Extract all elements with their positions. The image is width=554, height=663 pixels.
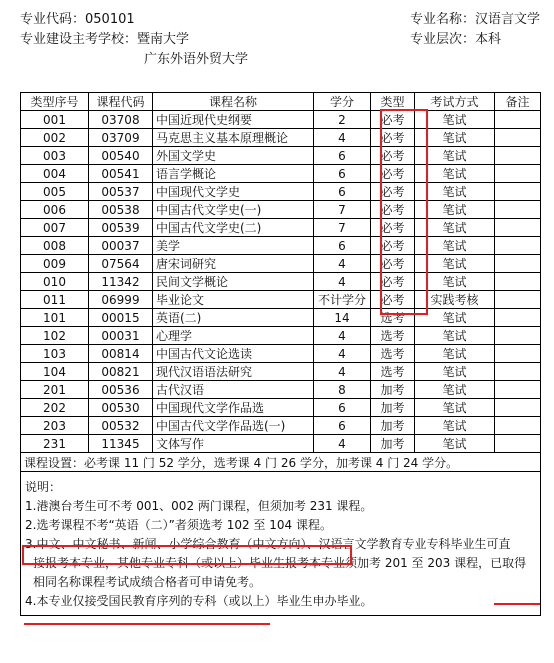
cell-seq: 009	[21, 255, 89, 273]
table-row	[21, 381, 541, 399]
table-row	[21, 111, 541, 129]
cell-seq: 010	[21, 273, 89, 291]
cell-exam: 笔试	[415, 147, 495, 165]
cell-remark	[495, 399, 541, 417]
cell-type: 选考	[371, 363, 415, 381]
cell-name: 中国古代文学作品选(一)	[153, 417, 314, 435]
cell-name: 马克思主义基本原理概论	[153, 129, 314, 147]
cell-exam: 笔试	[415, 129, 495, 147]
table-row	[21, 201, 541, 219]
cell-credits: 4	[314, 435, 371, 453]
cell-type: 选考	[371, 327, 415, 345]
cell-seq: 007	[21, 219, 89, 237]
table-row	[21, 129, 541, 147]
cell-type: 必考	[371, 255, 415, 273]
cell-remark	[495, 183, 541, 201]
cell-name: 古代汉语	[153, 381, 314, 399]
cell-type: 选考	[371, 309, 415, 327]
cell-code: 00539	[89, 219, 153, 237]
cell-remark	[495, 327, 541, 345]
note-1: 1.港澳台考生可不考 001、002 两门课程，但须加考 231 课程。	[25, 499, 373, 513]
header-remark: 备注	[495, 93, 541, 111]
school-line	[20, 30, 248, 50]
cell-exam: 笔试	[415, 273, 495, 291]
cell-credits: 4	[314, 273, 371, 291]
cell-remark	[495, 309, 541, 327]
course-table	[20, 92, 541, 616]
cell-exam: 笔试	[415, 417, 495, 435]
cell-credits: 6	[314, 183, 371, 201]
cell-code: 00037	[89, 237, 153, 255]
program-name-line	[410, 10, 540, 30]
cell-exam: 笔试	[415, 255, 495, 273]
cell-type: 加考	[371, 399, 415, 417]
table-row	[21, 273, 541, 291]
table-row	[21, 327, 541, 345]
summary-row	[21, 453, 541, 472]
note-3-underline-1	[494, 603, 540, 605]
cell-seq: 104	[21, 363, 89, 381]
program-level-value: 本科	[474, 32, 501, 47]
table-row	[21, 147, 541, 165]
note-3-line-1: 3.中文、中文秘书、新闻、小学综合教育（中文方向）、汉语言文学教育专业专科毕业生可直	[25, 537, 511, 551]
cell-code: 00540	[89, 147, 153, 165]
table-header-row	[21, 93, 541, 111]
cell-remark	[495, 381, 541, 399]
header-right	[410, 10, 540, 50]
cell-exam: 笔试	[415, 111, 495, 129]
table-row	[21, 345, 541, 363]
note-4: 4.本专业仅接受国民教育序列的专科（或以上）毕业生申办毕业。	[25, 594, 373, 608]
cell-remark	[495, 363, 541, 381]
notes-row	[21, 472, 541, 616]
table-row	[21, 309, 541, 327]
cell-exam: 笔试	[415, 399, 495, 417]
course-summary: 课程设置：必考课 11 门 52 学分，选考课 4 门 26 学分，加考课 4 门 24 学分。	[21, 453, 541, 472]
cell-seq: 011	[21, 291, 89, 309]
cell-name: 美学	[153, 237, 314, 255]
cell-name: 心理学	[153, 327, 314, 345]
table-row	[21, 417, 541, 435]
program-code-value: 050101	[85, 12, 135, 27]
cell-credits: 7	[314, 219, 371, 237]
cell-credits: 4	[314, 363, 371, 381]
cell-remark	[495, 345, 541, 363]
program-name-label: 专业名称：	[409, 12, 475, 27]
cell-remark	[495, 165, 541, 183]
cell-remark	[495, 111, 541, 129]
cell-seq: 008	[21, 237, 89, 255]
cell-code: 00821	[89, 363, 153, 381]
cell-name: 中国现代文学作品选	[153, 399, 314, 417]
program-header	[20, 10, 540, 76]
cell-seq: 103	[21, 345, 89, 363]
table-row	[21, 255, 541, 273]
cell-type: 加考	[371, 435, 415, 453]
cell-name: 中国古代文论选读	[153, 345, 314, 363]
cell-credits: 4	[314, 345, 371, 363]
note-3-underline-2	[24, 623, 270, 625]
cell-seq: 002	[21, 129, 89, 147]
cell-type: 必考	[371, 291, 415, 309]
cell-seq: 203	[21, 417, 89, 435]
cell-name: 中国现代文学史	[153, 183, 314, 201]
note-3-line-2: 接报考本专业，其他专业专科（或以上）毕业生报考本专业须加考 201 至 203 课程，已取得	[33, 556, 527, 570]
header-seq: 类型序号	[21, 93, 89, 111]
cell-code: 03709	[89, 129, 153, 147]
cell-exam: 笔试	[415, 381, 495, 399]
header-name: 课程名称	[153, 93, 314, 111]
cell-credits: 4	[314, 129, 371, 147]
cell-remark	[495, 273, 541, 291]
cell-exam: 笔试	[415, 165, 495, 183]
cell-remark	[495, 147, 541, 165]
table-row	[21, 435, 541, 453]
cell-type: 必考	[371, 219, 415, 237]
cell-exam: 笔试	[415, 363, 495, 381]
cell-code: 00814	[89, 345, 153, 363]
cell-type: 加考	[371, 381, 415, 399]
cell-credits: 6	[314, 417, 371, 435]
program-level-label: 专业层次：	[409, 32, 475, 47]
cell-remark	[495, 237, 541, 255]
cell-name: 中国近现代史纲要	[153, 111, 314, 129]
cell-exam: 实践考核	[415, 291, 495, 309]
cell-code: 07564	[89, 255, 153, 273]
program-level-line	[410, 30, 540, 50]
cell-name: 外国文学史	[153, 147, 314, 165]
cell-code: 11342	[89, 273, 153, 291]
cell-seq: 005	[21, 183, 89, 201]
cell-code: 00530	[89, 399, 153, 417]
cell-type: 必考	[371, 183, 415, 201]
cell-code: 00537	[89, 183, 153, 201]
cell-credits: 6	[314, 399, 371, 417]
cell-credits: 6	[314, 165, 371, 183]
cell-remark	[495, 219, 541, 237]
cell-type: 必考	[371, 237, 415, 255]
cell-credits: 2	[314, 111, 371, 129]
cell-exam: 笔试	[415, 327, 495, 345]
cell-code: 00538	[89, 201, 153, 219]
cell-name: 中国古代文学史(一)	[153, 201, 314, 219]
cell-name: 英语(二)	[153, 309, 314, 327]
note-3-line-3: 相同名称课程考试成绩合格者可申请免考。	[33, 575, 262, 589]
cell-name: 现代汉语语法研究	[153, 363, 314, 381]
cell-seq: 003	[21, 147, 89, 165]
cell-name: 中国古代文学史(二)	[153, 219, 314, 237]
table-row	[21, 399, 541, 417]
cell-seq: 004	[21, 165, 89, 183]
cell-seq: 201	[21, 381, 89, 399]
cell-exam: 笔试	[415, 237, 495, 255]
cell-exam: 笔试	[415, 201, 495, 219]
table-row	[21, 363, 541, 381]
cell-credits: 6	[314, 237, 371, 255]
program-code-line	[20, 10, 248, 30]
header-code: 课程代码	[89, 93, 153, 111]
cell-seq: 102	[21, 327, 89, 345]
cell-exam: 笔试	[415, 183, 495, 201]
cell-type: 必考	[371, 273, 415, 291]
notes-title: 说明：	[25, 480, 62, 494]
header-credits: 学分	[314, 93, 371, 111]
cell-credits: 不计学分	[314, 291, 371, 309]
cell-type: 加考	[371, 417, 415, 435]
cell-code: 00015	[89, 309, 153, 327]
program-code-label: 专业代码：	[20, 12, 86, 27]
cell-seq: 202	[21, 399, 89, 417]
cell-name: 语言学概论	[153, 165, 314, 183]
table-row	[21, 165, 541, 183]
note-2: 2.选考课程不考“英语（二）”者须选考 102 至 104 课程。	[25, 518, 332, 532]
cell-name: 毕业论文	[153, 291, 314, 309]
cell-name: 唐宋词研究	[153, 255, 314, 273]
cell-credits: 14	[314, 309, 371, 327]
cell-type: 必考	[371, 111, 415, 129]
cell-remark	[495, 435, 541, 453]
cell-credits: 7	[314, 201, 371, 219]
table-row	[21, 219, 541, 237]
header-type: 类型	[371, 93, 415, 111]
cell-exam: 笔试	[415, 435, 495, 453]
cell-exam: 笔试	[415, 219, 495, 237]
table-row	[21, 237, 541, 255]
cell-credits: 4	[314, 327, 371, 345]
notes-block	[21, 472, 541, 616]
cell-remark	[495, 129, 541, 147]
cell-remark	[495, 291, 541, 309]
program-name-value: 汉语言文学	[474, 12, 540, 27]
table-row	[21, 183, 541, 201]
cell-name: 民间文学概论	[153, 273, 314, 291]
cell-credits: 4	[314, 255, 371, 273]
cell-remark	[495, 255, 541, 273]
cell-type: 选考	[371, 345, 415, 363]
cell-credits: 6	[314, 147, 371, 165]
header-exam: 考试方式	[415, 93, 495, 111]
cell-code: 00541	[89, 165, 153, 183]
cell-seq: 231	[21, 435, 89, 453]
cell-seq: 006	[21, 201, 89, 219]
cell-name: 文体写作	[153, 435, 314, 453]
cell-exam: 笔试	[415, 309, 495, 327]
cell-code: 06999	[89, 291, 153, 309]
cell-code: 03708	[89, 111, 153, 129]
cell-seq: 001	[21, 111, 89, 129]
cell-seq: 101	[21, 309, 89, 327]
cell-type: 必考	[371, 147, 415, 165]
cell-credits: 8	[314, 381, 371, 399]
cell-type: 必考	[371, 201, 415, 219]
cell-remark	[495, 417, 541, 435]
school-2: 广东外语外贸大学	[144, 52, 249, 67]
cell-code: 00532	[89, 417, 153, 435]
cell-remark	[495, 201, 541, 219]
table-row	[21, 291, 541, 309]
cell-code: 11345	[89, 435, 153, 453]
school-1: 暨南大学	[137, 32, 190, 47]
cell-code: 00536	[89, 381, 153, 399]
school-label: 专业建设主考学校：	[20, 32, 138, 47]
header-left	[20, 10, 248, 70]
cell-code: 00031	[89, 327, 153, 345]
cell-type: 必考	[371, 129, 415, 147]
cell-exam: 笔试	[415, 345, 495, 363]
cell-type: 必考	[371, 165, 415, 183]
